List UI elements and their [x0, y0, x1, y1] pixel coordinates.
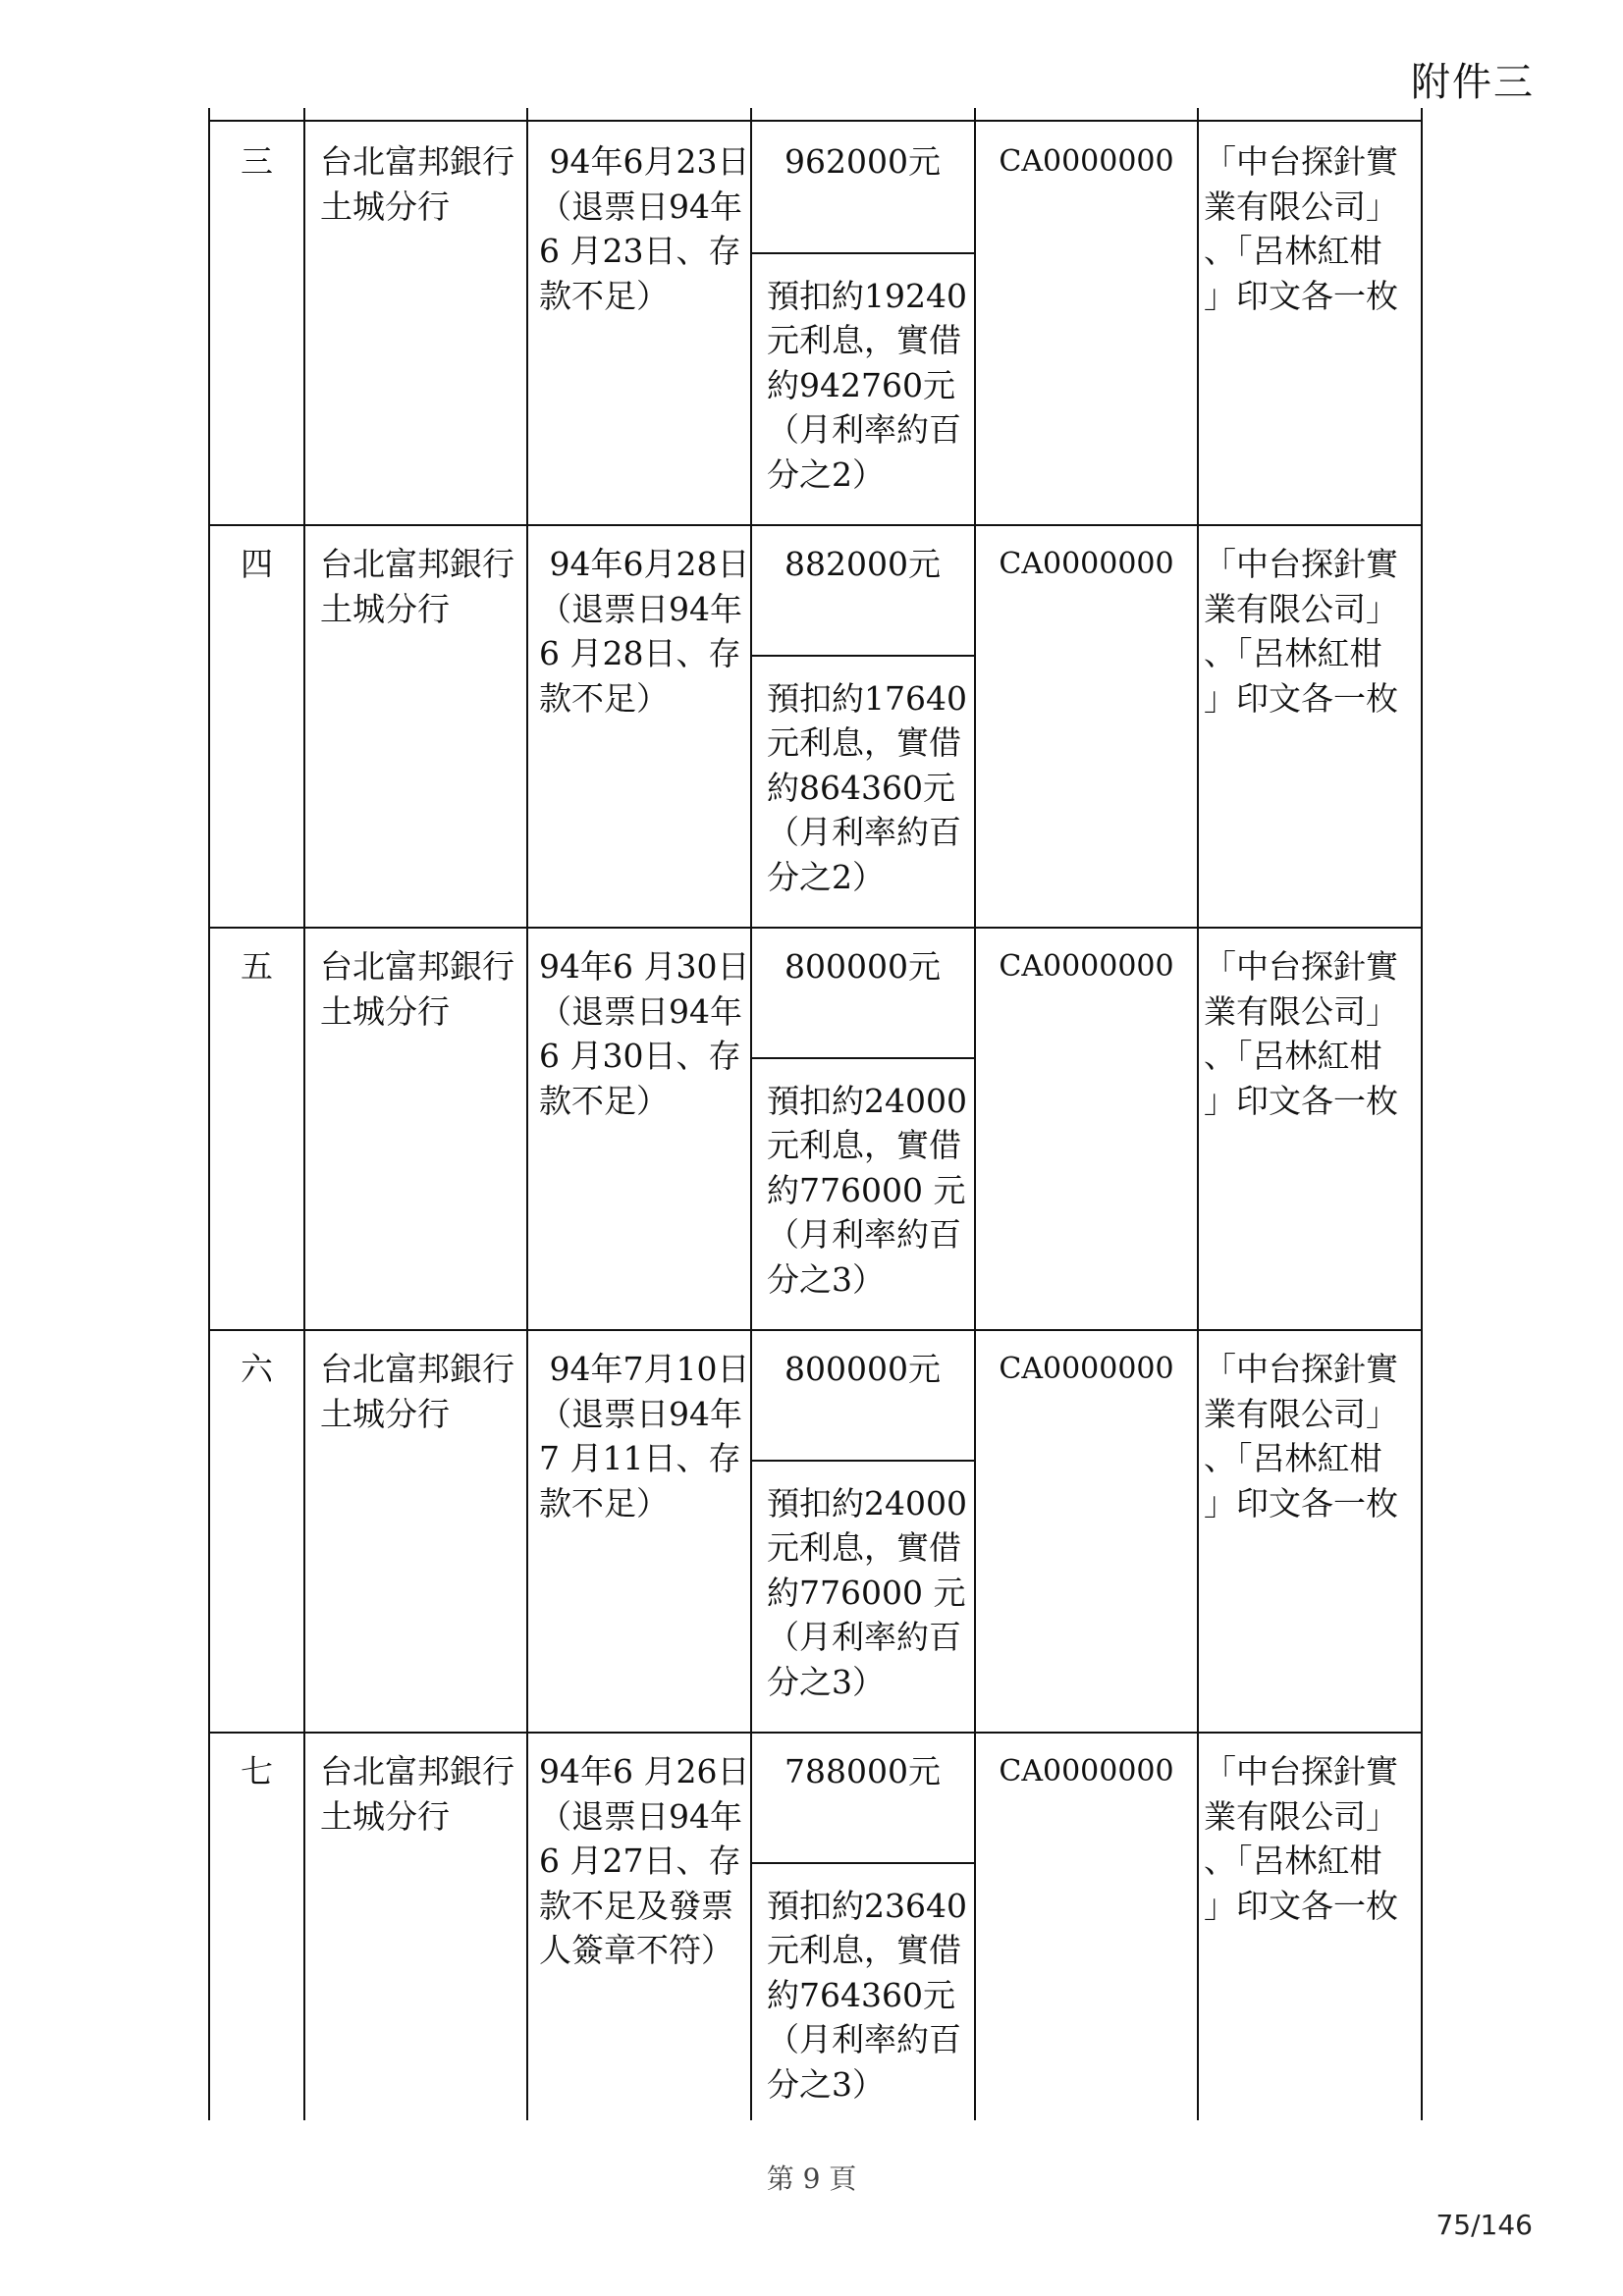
date-line: 6 月30日、存 [539, 1037, 741, 1075]
seal-line: 業有限公司」 [1204, 589, 1398, 628]
seal-line: 「中台探針實 [1204, 947, 1398, 986]
date-line: （退票日94年 [539, 589, 742, 628]
seal-line: 、「呂林紅柑 [1204, 1842, 1382, 1880]
row-separator [209, 1732, 1422, 1734]
row-separator [209, 1329, 1422, 1331]
seal-line: 業有限公司」 [1204, 1394, 1398, 1433]
column-rule [750, 1737, 752, 2120]
row-number: 四 [241, 545, 273, 583]
bank-line: 台北富邦銀行 [320, 1350, 514, 1388]
deduction-line: 分之3） [767, 1259, 885, 1299]
column-rule [974, 530, 976, 923]
column-rule [208, 1737, 210, 2120]
amount-divider [751, 655, 975, 657]
column-rule [526, 530, 528, 923]
seal-line: 」印文各一枚 [1204, 678, 1398, 718]
row-number: 五 [241, 947, 273, 986]
column-rule [1197, 933, 1199, 1325]
account-number: CA0000000 [999, 1352, 1174, 1386]
column-rule [303, 933, 305, 1325]
account-number: CA0000000 [999, 1754, 1174, 1789]
deduction-line: 約764360元 [767, 1975, 955, 2014]
deduction-line: 元利息，實借 [767, 723, 961, 762]
date-line: 6 月27日、存 [539, 1842, 741, 1880]
column-rule [526, 128, 528, 520]
column-rule [1197, 1335, 1199, 1728]
column-rule [526, 1737, 528, 2120]
date-line: 94年6月28日 [539, 545, 750, 583]
date-line: （退票日94年 [539, 187, 742, 226]
deduction-line: 預扣約24000 [767, 1081, 967, 1120]
seal-line: 業有限公司」 [1204, 991, 1398, 1031]
deduction-line: 預扣約24000 [767, 1483, 967, 1522]
date-line: 94年6 月30日 [539, 947, 750, 986]
seal-line: 、「呂林紅柑 [1204, 634, 1382, 672]
bank-line: 土城分行 [320, 589, 450, 628]
deduction-line: 預扣約23640 [767, 1886, 967, 1925]
bank-line: 台北富邦銀行 [320, 947, 514, 986]
column-rule [974, 933, 976, 1325]
amount-divider [751, 1460, 975, 1462]
seal-line: 「中台探針實 [1204, 1350, 1398, 1388]
deduction-line: 約864360元 [767, 768, 955, 807]
column-rule [750, 530, 752, 923]
deduction-line: 元利息，實借 [767, 1931, 961, 1969]
deduction-line: 元利息，實借 [767, 1126, 961, 1164]
column-rule [750, 1335, 752, 1728]
date-line: 94年6 月26日 [539, 1752, 750, 1790]
page-number: 第 9 頁 [766, 2163, 857, 2195]
amount: 800000元 [784, 947, 941, 986]
bank-line: 土城分行 [320, 187, 450, 226]
bank-line: 台北富邦銀行 [320, 142, 514, 181]
column-rule [208, 1335, 210, 1728]
row-separator [209, 927, 1422, 929]
column-rule [208, 128, 210, 520]
seal-line: 」印文各一枚 [1204, 276, 1398, 315]
deduction-line: 分之3） [767, 1662, 885, 1701]
seal-line: 、「呂林紅柑 [1204, 232, 1382, 270]
seal-line: 「中台探針實 [1204, 142, 1398, 181]
date-line: 款不足） [539, 1081, 669, 1120]
column-rule [208, 530, 210, 923]
row-number: 六 [241, 1350, 273, 1388]
date-line: 款不足及發票 [539, 1886, 733, 1925]
account-number: CA0000000 [999, 547, 1174, 581]
amount: 962000元 [784, 142, 941, 181]
account-number: CA0000000 [999, 949, 1174, 984]
amount: 788000元 [784, 1752, 941, 1790]
column-rule [208, 933, 210, 1325]
date-line: 6 月28日、存 [539, 634, 741, 672]
row-separator [209, 524, 1422, 526]
deduction-line: （月利率約百 [767, 813, 961, 851]
seal-line: 「中台探針實 [1204, 545, 1398, 583]
column-rule [303, 1737, 305, 2120]
bank-line: 土城分行 [320, 1796, 450, 1836]
amount-divider [751, 1862, 975, 1864]
deduction-line: 分之3） [767, 2064, 885, 2104]
date-line: 7 月11日、存 [539, 1439, 741, 1477]
date-line: 款不足） [539, 276, 669, 315]
deduction-line: 元利息，實借 [767, 321, 961, 359]
deduction-line: 約776000 元 [767, 1170, 966, 1209]
bank-line: 台北富邦銀行 [320, 545, 514, 583]
column-rule [1421, 1335, 1423, 1728]
column-rule [1421, 128, 1423, 520]
date-line: （退票日94年 [539, 991, 742, 1031]
amount-divider [751, 1057, 975, 1059]
date-line: （退票日94年 [539, 1394, 742, 1433]
deduction-line: 預扣約19240 [767, 276, 967, 315]
column-rule [974, 1737, 976, 2120]
column-rule [750, 933, 752, 1325]
deduction-line: 預扣約17640 [767, 678, 967, 718]
seal-line: 」印文各一枚 [1204, 1886, 1398, 1925]
account-number: CA0000000 [999, 144, 1174, 179]
date-line: 94年7月10日 [539, 1350, 750, 1388]
page-count: 75/146 [1435, 2209, 1533, 2241]
column-rule [974, 1335, 976, 1728]
column-rule [303, 530, 305, 923]
seal-line: 、「呂林紅柑 [1204, 1037, 1382, 1075]
amount: 800000元 [784, 1350, 941, 1388]
column-rule [1197, 530, 1199, 923]
deduction-line: 元利息，實借 [767, 1528, 961, 1567]
column-rule [1421, 1737, 1423, 2120]
column-rule [303, 128, 305, 520]
seal-line: 」印文各一枚 [1204, 1483, 1398, 1522]
seal-line: 業有限公司」 [1204, 1796, 1398, 1836]
column-rule [1197, 1737, 1199, 2120]
column-rule [750, 128, 752, 520]
bank-line: 土城分行 [320, 1394, 450, 1433]
column-rule [526, 1335, 528, 1728]
column-rule [1197, 128, 1199, 520]
row-number: 七 [241, 1752, 273, 1790]
date-line: 94年6月23日 [539, 142, 750, 181]
seal-line: 、「呂林紅柑 [1204, 1439, 1382, 1477]
seal-line: 」印文各一枚 [1204, 1081, 1398, 1120]
date-line: 款不足） [539, 1483, 669, 1522]
bank-line: 台北富邦銀行 [320, 1752, 514, 1790]
deduction-line: （月利率約百 [767, 410, 961, 449]
deduction-line: （月利率約百 [767, 1215, 961, 1254]
amount: 882000元 [784, 545, 941, 583]
column-rule [526, 933, 528, 1325]
deduction-line: 分之2） [767, 454, 885, 494]
column-rule [1421, 933, 1423, 1325]
date-line: 款不足） [539, 678, 669, 718]
deduction-line: （月利率約百 [767, 1618, 961, 1656]
deduction-line: （月利率約百 [767, 2020, 961, 2058]
deduction-line: 約942760元 [767, 365, 955, 404]
column-rule [1421, 530, 1423, 923]
date-line: （退票日94年 [539, 1796, 742, 1836]
column-rule [303, 1335, 305, 1728]
table-top-rule [209, 120, 1422, 122]
date-line: 人簽章不符） [539, 1931, 733, 1969]
column-rule [974, 128, 976, 520]
annex-label: 附件三 [1411, 60, 1535, 105]
bank-line: 土城分行 [320, 991, 450, 1031]
deduction-line: 約776000 元 [767, 1573, 966, 1612]
seal-line: 「中台探針實 [1204, 1752, 1398, 1790]
seal-line: 業有限公司」 [1204, 187, 1398, 226]
deduction-line: 分之2） [767, 857, 885, 896]
amount-divider [751, 252, 975, 254]
row-number: 三 [241, 142, 273, 181]
date-line: 6 月23日、存 [539, 232, 741, 270]
